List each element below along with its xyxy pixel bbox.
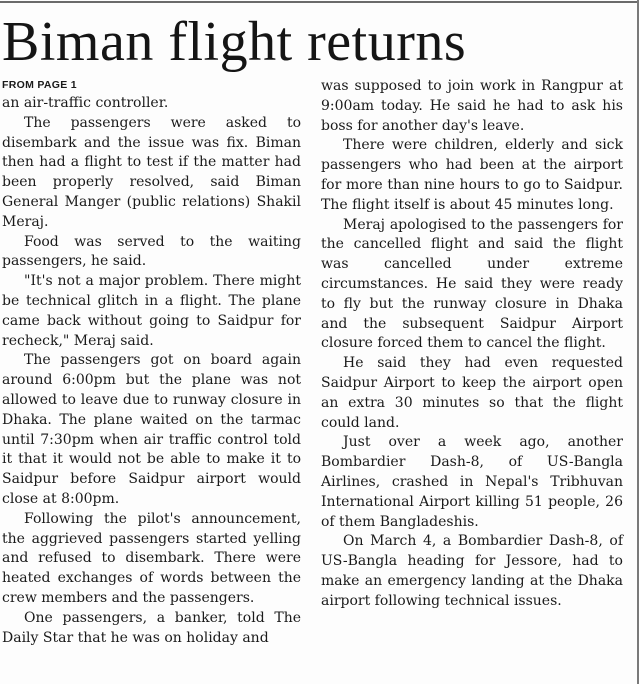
paragraph: Following the pilot's announcement, the aggrieved passengers started yelling and refused to disembark. There were heated exchanges of words between the crew members and the passengers.: [2, 510, 301, 606]
paragraph: Just over a week ago, another Bombardier Dash-8, of US-Bangla Airlines, crashed in Nepal's Tribhuvan International Airport killing 51 people, 26 of them Bangladeshis.: [321, 434, 623, 530]
headline: Biman flight returns: [2, 11, 467, 73]
right-column: [321, 77, 623, 612]
paragraph: Food was served to the waiting passengers, he said.: [2, 233, 301, 270]
paragraph: The passengers were asked to disembark and the issue was fix. Biman then had a flight to test if the matter had been properly resolved, said Biman General Manger (public relations) Shakil Meraj.: [2, 114, 301, 230]
paragraph: "It's not a major problem. There might be technical glitch in a flight. The plane came back without going to Saidpur for recheck," Meraj said.: [2, 273, 301, 349]
paragraph: The passengers got on board again around 6:00pm but the plane was not allowed to leave due to runway closure in Dhaka. The plane waited on the tarmac until 7:30pm when air traffic control told it that it would not be able to make it to Saidpur before Saidpur airport would close at 8:00pm.: [2, 352, 301, 507]
paragraph: There were children, elderly and sick passengers who had been at the airport for more than nine hours to go to Saidpur. The flight itself is about 45 minutes long.: [321, 137, 623, 213]
paragraph: One passengers, a banker, told The Daily Star that he was on holiday and: [2, 609, 301, 646]
kicker: FROM PAGE 1: [2, 79, 77, 91]
paragraph: On March 4, a Bombardier Dash-8, of US-Bangla heading for Jessore, had to make an emergency landing at the Dhaka airport following technical issues.: [321, 533, 623, 609]
left-column: [2, 77, 301, 648]
paragraph: He said they had even requested Saidpur Airport to keep the airport open an extra 30 minutes so that the flight could land.: [321, 355, 623, 431]
paragraph: an air-traffic controller.: [2, 95, 169, 111]
paragraph: Meraj apologised to the passengers for the cancelled flight and said the flight was cancelled under extreme circumstances. He said they were ready to fly but the runway closure in Dhaka and the subsequent Saidpur Airport closure forced them to cancel the flight.: [321, 216, 623, 352]
top-rule: [0, 1, 639, 3]
paragraph: was supposed to join work in Rangpur at 9:00am today. He said he had to ask his boss for another day's leave.: [321, 78, 623, 134]
